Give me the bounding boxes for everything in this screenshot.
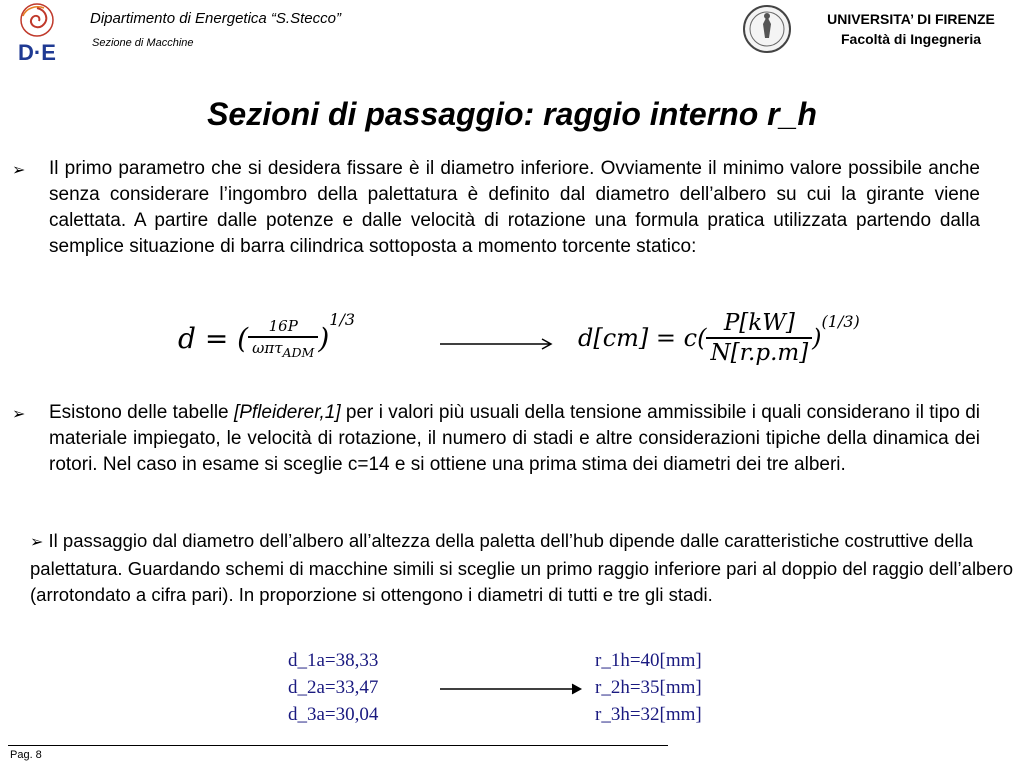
paragraph3-text: Il passaggio dal diametro dell’albero all’altezza della paletta dell’hub dipende dalle caratteristiche costruttive della palettatura. Guardando schemi di macchine simili si sceglie un primo raggio inferiore pari al doppio del raggio dell’albero (arrotondato a cifra pari). In proporzione si ottengono i diametri di tutti e tre gli stadi. — [30, 530, 1014, 605]
formula2-lhs: d[cm] = c( — [578, 324, 707, 352]
formula1-den-main: ωπτ — [252, 338, 283, 357]
formula1-denominator — [248, 338, 318, 360]
paragraph2-text-start: Esistono delle tabelle — [49, 402, 234, 423]
section-name: Sezione di Macchine — [92, 37, 194, 49]
formula2-numerator: P[kW] — [706, 310, 812, 339]
result-d2a: d_2a=33,47 — [288, 677, 379, 698]
paragraph-tables — [49, 400, 980, 478]
paragraph-shaft-diameter: Il primo parametro che si desidera fissare è il diametro inferiore. Ovviamente il minimo valore possibile anche senza considerare l’ingombro della palettatura è definito dal diametro dell’albero su cui la girante viene calettata. A partire dalle potenze e dalle velocità di rotazione una formula pratica utilizzata partendo dalla semplice situazione di barra cilindrica sottoposta a momento torcente statico: — [49, 158, 980, 257]
formula-practical — [578, 296, 860, 380]
bullet-arrow-icon: ➢ — [12, 162, 26, 179]
page-number: Pag. 8 — [10, 749, 42, 761]
reference-pfleiderer: [Pfleiderer,1] — [233, 402, 341, 423]
implies-arrow-icon — [440, 336, 556, 357]
logo-text: D·E — [18, 40, 56, 65]
formula1-fraction — [248, 317, 318, 360]
result-r1h: r_1h=40[mm] — [595, 650, 702, 671]
formula1-numerator: 16P — [248, 317, 318, 338]
formula1-close: ) — [318, 321, 330, 355]
de-logo — [6, 2, 68, 66]
bullet-arrow-icon: ➢ — [12, 406, 26, 423]
formula2-close: ) — [812, 324, 822, 352]
university-seal-icon — [742, 4, 792, 54]
results-arrow-icon — [440, 681, 586, 702]
formula1-den-sub: ADM — [282, 344, 315, 360]
formula2-fraction — [706, 310, 812, 366]
result-d1a: d_1a=38,33 — [288, 650, 379, 671]
university-name: UNIVERSITA’ DI FIRENZE — [827, 11, 995, 27]
department-name: Dipartimento di Energetica “S.Stecco” — [90, 10, 341, 27]
formula-shaft-diameter — [178, 300, 355, 376]
faculty-name: Facoltà di Ingegneria — [840, 31, 982, 47]
logo-swirl-icon — [21, 4, 53, 36]
paragraph2-text-end: per i valori più usuali della tensione ammissibile i quali considerano il tipo di materiale impiegato, le velocità di rotazione, il numero di stadi e altre considerazioni tipiche della dinamica dei rotori. Nel caso in esame si sceglie c=14 e si ottiene una prima stima dei diametri dei tre alberi. — [49, 402, 980, 475]
formula1-exponent: 1/3 — [329, 310, 356, 329]
bullet-arrow-icon: ➢ — [30, 534, 44, 551]
result-r3h: r_3h=32[mm] — [595, 704, 702, 725]
formula1-lhs: d = ( — [178, 321, 249, 355]
footer-divider — [8, 745, 668, 746]
formula2-exponent: (1/3) — [821, 312, 860, 331]
formula2-denominator: N[r.p.m] — [710, 340, 809, 366]
result-d3a: d_3a=30,04 — [288, 704, 379, 725]
slide-title: Sezioni di passaggio: raggio interno r_h — [207, 96, 817, 132]
result-r2h: r_2h=35[mm] — [595, 677, 702, 698]
paragraph-hub-radius — [30, 528, 1015, 608]
